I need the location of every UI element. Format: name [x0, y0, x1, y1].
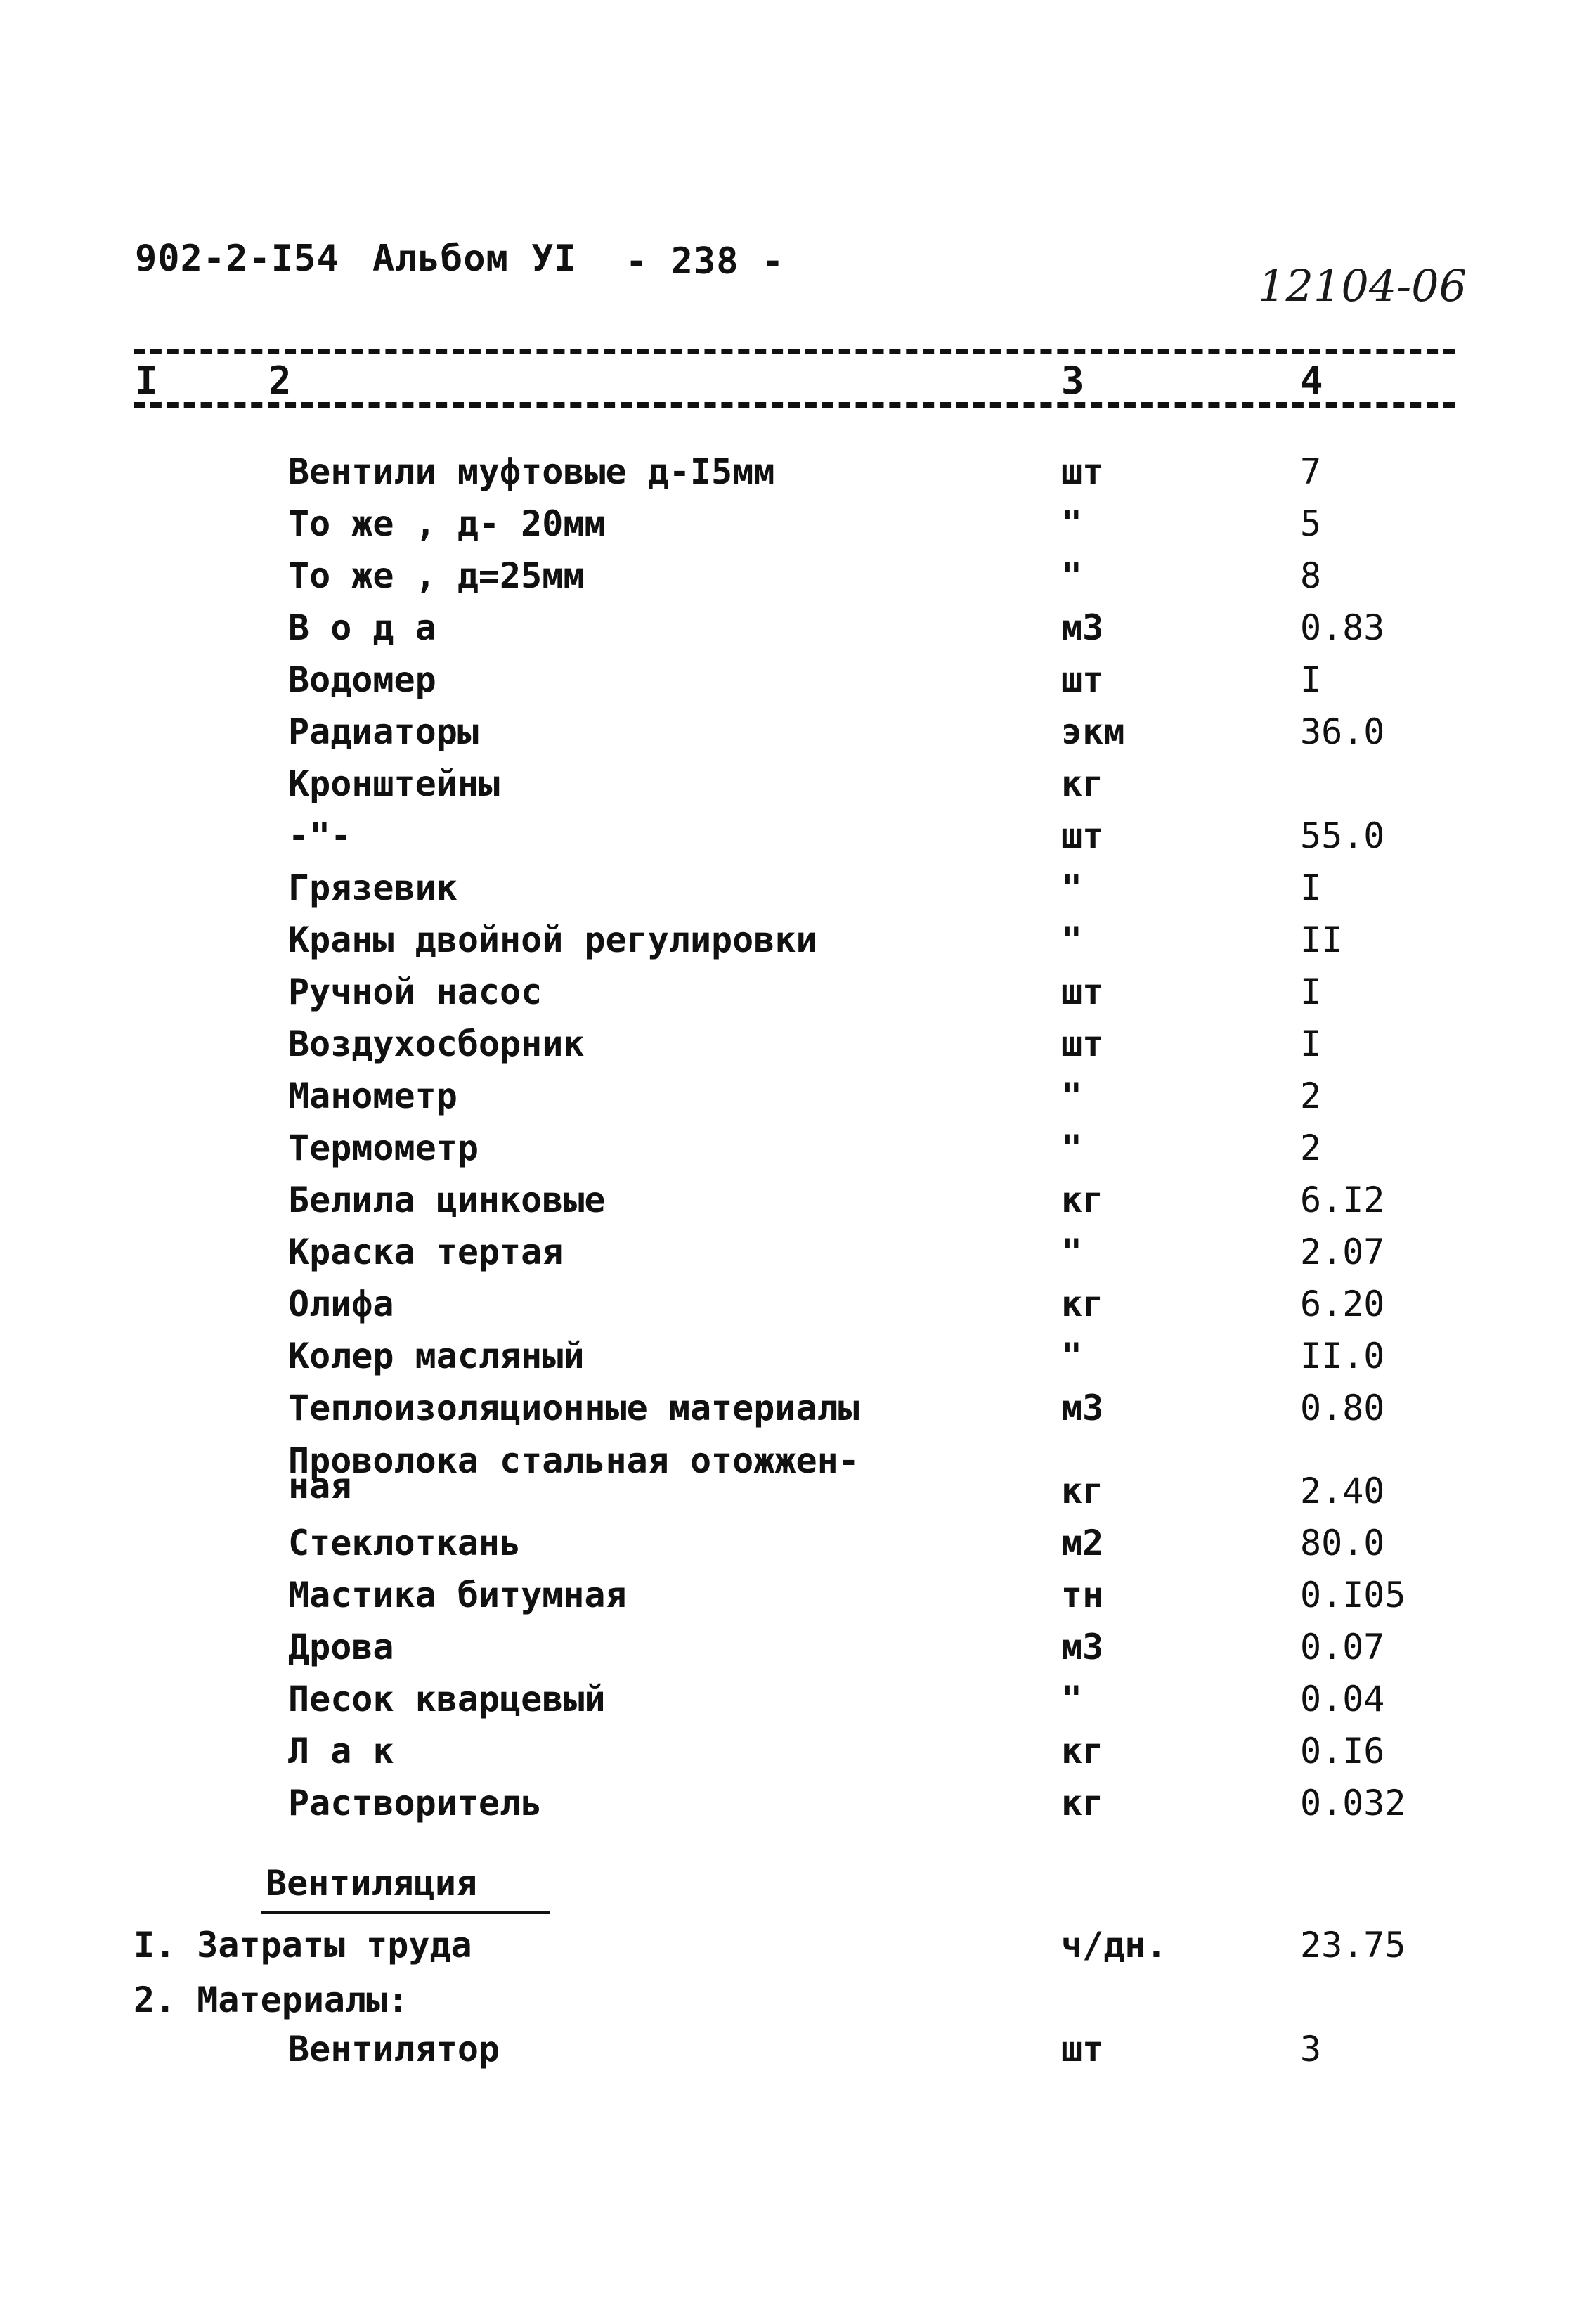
table-row — [0, 1525, 1577, 1577]
table-row — [0, 1629, 1577, 1681]
item-qty: 0.I6 — [1300, 1731, 1385, 1771]
item-name: Растворитель — [288, 1783, 543, 1823]
column-number-1: I — [135, 359, 158, 403]
table-row — [0, 1234, 1577, 1286]
item-qty: 8 — [1300, 555, 1322, 596]
item-name: Колер масляный — [288, 1336, 585, 1376]
doc-code: 902-2-I54 — [135, 238, 339, 280]
handwritten-ref: 12104-06 — [1258, 260, 1467, 311]
table-row — [0, 503, 1577, 558]
item-qty: II — [1300, 919, 1343, 960]
table-row — [0, 555, 1577, 610]
table-row — [0, 1681, 1577, 1734]
item-qty: 5 — [1300, 503, 1322, 544]
header-rule-top — [134, 349, 1455, 354]
table-row — [0, 2029, 1577, 2084]
item-qty: 80.0 — [1300, 1523, 1385, 1563]
item-name: Песок кварцевый — [288, 1679, 606, 1719]
item-qty: II.0 — [1300, 1336, 1385, 1376]
table-row — [0, 763, 1577, 818]
item-name: Л а к — [288, 1731, 394, 1771]
item-unit: м3 — [1061, 607, 1104, 648]
item-qty: 7 — [1300, 451, 1322, 492]
materials-label: 2. Материалы: — [134, 1980, 409, 2020]
item-unit: м3 — [1061, 1388, 1104, 1428]
item-name: Радиаторы — [288, 711, 479, 752]
item-name: Теплоизоляционные материалы — [288, 1388, 859, 1428]
item-qty: 2.07 — [1300, 1232, 1385, 1272]
item-qty: 2 — [1300, 1128, 1322, 1168]
item-qty: 36.0 — [1300, 711, 1385, 752]
table-row — [0, 1390, 1577, 1442]
item-qty: I — [1300, 971, 1322, 1012]
item-name: Краска тертая — [288, 1232, 564, 1272]
column-number-2: 2 — [268, 359, 292, 403]
item-unit: " — [1061, 555, 1083, 596]
item-qty: 0.07 — [1300, 1627, 1385, 1667]
item-qty: I — [1300, 867, 1322, 908]
item-name: Ручной насос — [288, 971, 543, 1012]
item-name: Олифа — [288, 1284, 394, 1324]
item-unit: " — [1061, 1076, 1083, 1116]
item-name: Воздухосборник — [288, 1024, 585, 1064]
item-unit: кг — [1061, 1284, 1104, 1324]
item-name: Водомер — [288, 659, 436, 700]
table-row — [0, 1130, 1577, 1182]
item-unit: экм — [1061, 711, 1125, 752]
table-row — [0, 1783, 1577, 1838]
item-unit: м2 — [1061, 1523, 1104, 1563]
table-row — [0, 659, 1577, 714]
item-qty: I — [1300, 1024, 1322, 1064]
item-name: В о д а — [288, 607, 436, 648]
item-name: Проволока стальная отожжен- ная — [288, 1440, 859, 1506]
item-name: Дрова — [288, 1627, 394, 1667]
item-unit: " — [1061, 503, 1083, 544]
item-name: -"- — [288, 815, 352, 856]
item-unit: кг — [1061, 1471, 1104, 1511]
item-qty: 2 — [1300, 1076, 1322, 1116]
item-unit: " — [1061, 1232, 1083, 1272]
labor-label: I. Затраты труда — [134, 1925, 472, 1965]
item-qty: 0.I05 — [1300, 1575, 1406, 1615]
item-qty: 3 — [1300, 2029, 1322, 2070]
item-unit: шт — [1061, 451, 1104, 492]
item-unit: " — [1061, 1336, 1083, 1376]
header-rule-bottom — [134, 402, 1455, 408]
item-qty: 6.I2 — [1300, 1180, 1385, 1220]
table-row — [0, 971, 1577, 1026]
labor-row — [0, 1925, 1577, 1980]
item-qty: 55.0 — [1300, 815, 1385, 856]
item-unit: шт — [1061, 971, 1104, 1012]
item-name: Вентилятор — [288, 2029, 500, 2070]
item-unit: шт — [1061, 659, 1104, 700]
item-unit: кг — [1061, 1180, 1104, 1220]
page-number: - 238 - — [625, 240, 785, 283]
item-unit: шт — [1061, 815, 1104, 856]
table-row — [0, 1440, 1577, 1532]
item-unit: шт — [1061, 2029, 1104, 2070]
table-row — [0, 1731, 1577, 1786]
item-unit: шт — [1061, 1024, 1104, 1064]
item-name: Вентили муфтовые д-I5мм — [288, 451, 775, 492]
table-row — [0, 1338, 1577, 1390]
item-name: Краны двойной регулировки — [288, 919, 817, 960]
item-unit: тн — [1061, 1575, 1104, 1615]
item-qty: 0.032 — [1300, 1783, 1406, 1823]
item-qty: 0.04 — [1300, 1679, 1385, 1719]
item-name: Белила цинковые — [288, 1180, 606, 1220]
column-number-3: 3 — [1061, 359, 1084, 403]
album-label: Альбом УI — [372, 238, 577, 280]
table-row — [0, 1182, 1577, 1234]
table-row — [0, 1078, 1577, 1130]
item-unit: " — [1061, 919, 1083, 960]
item-name: То же , д- 20мм — [288, 503, 606, 544]
table-row — [0, 1026, 1577, 1078]
item-unit: м3 — [1061, 1627, 1104, 1667]
item-name: Грязевик — [288, 867, 457, 908]
labor-qty: 23.75 — [1300, 1925, 1406, 1965]
table-row — [0, 815, 1577, 870]
item-name: То же , д=25мм — [288, 555, 585, 596]
column-number-4: 4 — [1300, 359, 1323, 403]
item-unit: " — [1061, 867, 1083, 908]
item-unit: " — [1061, 1679, 1083, 1719]
table-row — [0, 607, 1577, 662]
item-name: Манометр — [288, 1076, 457, 1116]
table-row — [0, 1577, 1577, 1629]
table-row — [0, 1286, 1577, 1338]
item-name: Мастика битумная — [288, 1575, 627, 1615]
item-qty: I — [1300, 659, 1322, 700]
item-unit: " — [1061, 1128, 1083, 1168]
item-qty: 0.80 — [1300, 1388, 1385, 1428]
item-unit: кг — [1061, 1783, 1104, 1823]
table-row — [0, 919, 1577, 974]
item-name: Стеклоткань — [288, 1523, 521, 1563]
item-qty: 2.40 — [1300, 1471, 1385, 1511]
item-name: Термометр — [288, 1128, 479, 1168]
item-name: Кронштейны — [288, 763, 500, 804]
section-title-underline — [261, 1911, 550, 1914]
section-title-ventilation: Вентиляция — [266, 1863, 478, 1904]
table-row — [0, 867, 1577, 922]
item-qty: 6.20 — [1300, 1284, 1385, 1324]
table-row — [0, 711, 1577, 766]
table-row — [0, 451, 1577, 506]
labor-unit: ч/дн. — [1061, 1925, 1167, 1965]
item-unit: кг — [1061, 1731, 1104, 1771]
item-unit: кг — [1061, 763, 1104, 804]
item-qty: 0.83 — [1300, 607, 1385, 648]
